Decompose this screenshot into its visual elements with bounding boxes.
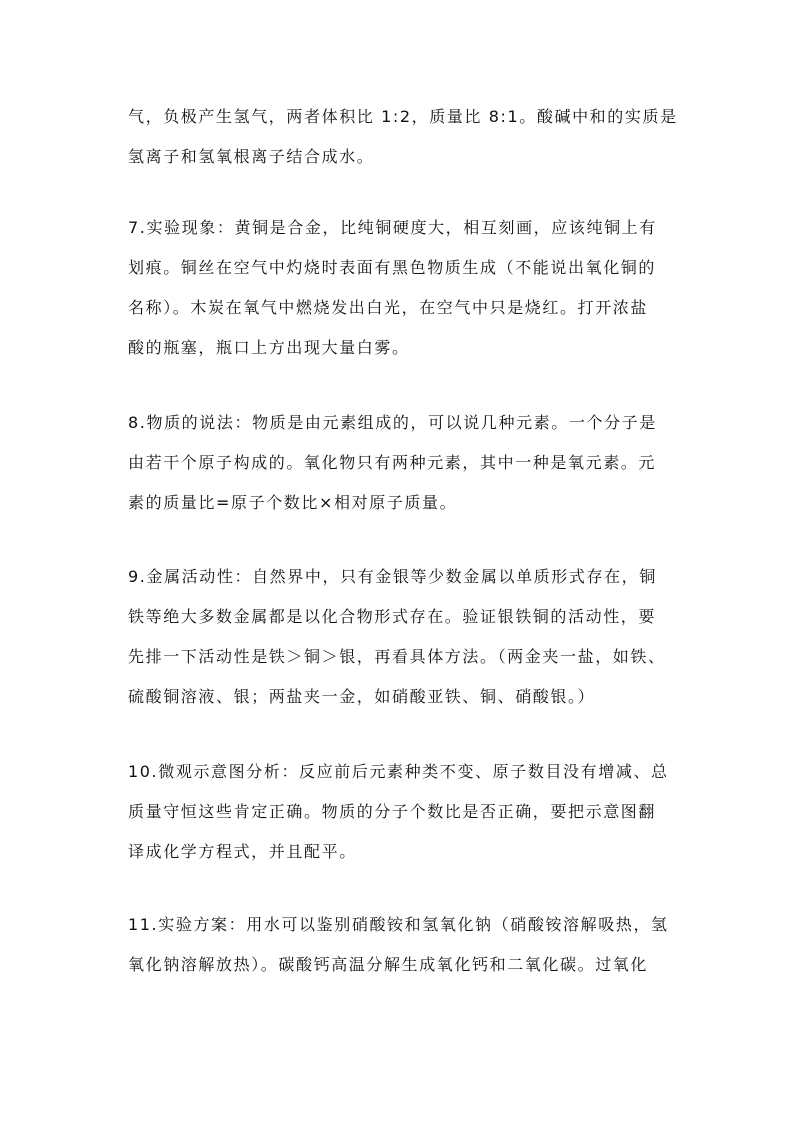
text-line: 9.金属活动性：自然界中，只有金银等少数金属以单质形式存在，铜 [128,567,657,586]
paragraph-electrolysis [128,97,688,177]
text-line: 8.物质的说法：物质是由元素组成的，可以说几种元素。一个分子是 [128,413,657,432]
paragraph-item-8 [128,403,688,523]
text-line: 10.微观示意图分析：反应前后元素种类不变、原子数目没有增减、总 [128,762,669,781]
paragraph-item-7 [128,208,688,368]
text-line: 酸的瓶塞，瓶口上方出现大量白雾。 [128,338,410,357]
text-line: 铁等绝大多数金属都是以化合物形式存在。验证银铁铜的活动性，要 [128,607,657,626]
paragraph-item-9 [128,557,688,717]
text-line: 先排一下活动性是铁＞铜＞银，再看具体方法。（两金夹一盐，如铁、 [128,647,666,666]
paragraph-item-11 [128,905,688,985]
text-line: 7.实验现象：黄铜是合金，比纯铜硬度大，相互刻画，应该纯铜上有 [128,218,657,237]
paragraph-item-10 [128,752,688,872]
text-line: 名称）。木炭在氧气中燃烧发出白光，在空气中只是烧红。打开浓盐 [128,298,649,317]
text-line: 由若干个原子构成的。氧化物只有两种元素，其中一种是氧元素。元 [128,453,657,472]
text-line: 划痕。铜丝在空气中灼烧时表面有黑色物质生成（不能说出氧化铜的 [128,258,657,277]
text-line: 气，负极产生氢气，两者体积比 1:2，质量比 8:1。酸碱中和的实质是 [128,107,678,126]
text-line: 译成化学方程式，并且配平。 [128,842,357,861]
text-line: 素的质量比=原子个数比×相对原子质量。 [128,493,458,512]
text-line: 质量守恒这些肯定正确。物质的分子个数比是否正确，要把示意图翻 [128,802,657,821]
text-line: 11.实验方案：用水可以鉴别硝酸铵和氢氧化钠（硝酸铵溶解吸热，氢 [128,915,669,934]
text-line: 氧化钠溶解放热）。碳酸钙高温分解生成氧化钙和二氧化碳。过氧化 [128,955,649,974]
text-line: 硫酸铜溶液、银；两盐夹一金，如硝酸亚铁、铜、硝酸银。） [128,687,596,706]
text-line: 氢离子和氢氧根离子结合成水。 [128,147,375,166]
